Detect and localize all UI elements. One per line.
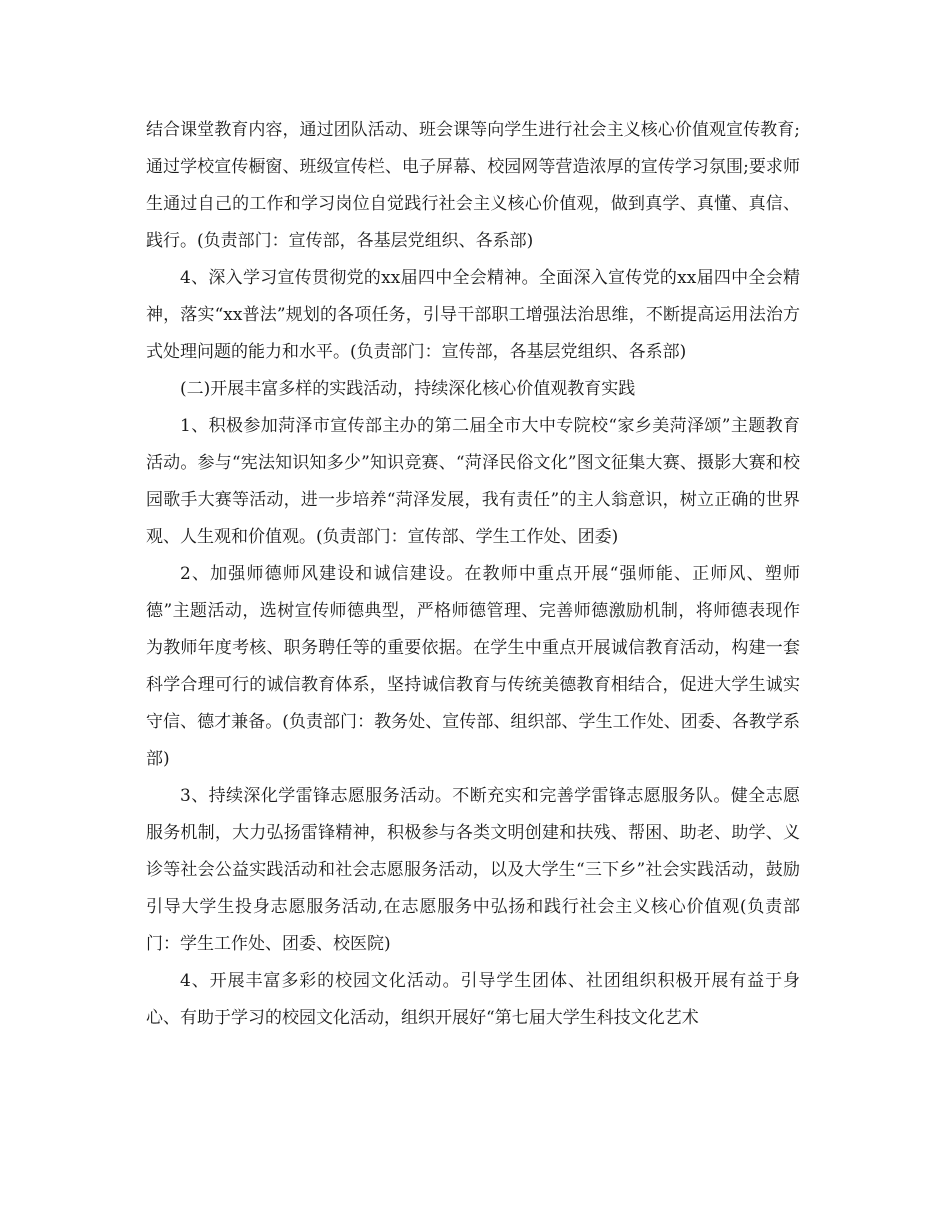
paragraph-item-2-ethics: 2、加强师德师风建设和诚信建设。在教师中重点开展“强师能、正师风、塑师德”主题活动，选树宣传师德典型，严格师德管理、完善师德激励机制，将师德表现作为教师年度考核、职务聘任等的重要依据。在学生中重点开展诚信教育活动，构建一套科学合理可行的诚信教育体系，坚持诚信教育与传统美德教育相结合，促进大学生诚实守信、德才兼备。(负责部门：教务处、宣传部、组织部、学生工作处、团委、各教学系部) (146, 564, 800, 769)
paragraph-item-3-volunteer: 3、持续深化学雷锋志愿服务活动。不断充实和完善学雷锋志愿服务队。健全志愿服务机制，大力弘扬雷锋精神，积极参与各类文明创建和扶残、帮困、助老、助学、义诊等社会公益实践活动和社会志愿服务活动，以及大学生“三下乡”社会实践活动，鼓励引导大学生投身志愿服务活动,在志愿服务中弘扬和践行社会主义核心价值观(负责部门：学生工作处、团委、校医院) (146, 786, 800, 954)
paragraph-item-4-plenary: 4、深入学习宣传贯彻党的xx届四中全会精神。全面深入宣传党的xx届四中全会精神，落实“xx普法”规划的各项任务，引导干部职工增强法治思维，不断提高运用法治方式处理问题的能力和水平。(负责部门：宣传部，各基层党组织、各系部) (146, 268, 800, 362)
paragraph-item-4-campus-culture: 4、开展丰富多彩的校园文化活动。引导学生团体、社团组织积极开展有益于身心、有助于学习的校园文化活动，组织开展好“第七届大学生科技文化艺术 (146, 971, 800, 1028)
paragraph-item-1-hometown: 1、积极参加菏泽市宣传部主办的第二届全市大中专院校“家乡美菏泽颂”主题教育活动。参与“宪法知识知多少”知识竞赛、“菏泽民俗文化”图文征集大赛、摄影大赛和校园歌手大赛等活动，进一步培养“菏泽发展，我有责任”的主人翁意识，树立正确的世界观、人生观和价值观。(负责部门：宣传部、学生工作处、团委) (146, 416, 800, 547)
section-heading-practice-activities: (二)开展丰富多样的实践活动，持续深化核心价值观教育实践 (180, 379, 636, 399)
paragraph-continuation: 结合课堂教育内容，通过团队活动、班会课等向学生进行社会主义核心价值观宣传教育;通过学校宣传橱窗、班级宣传栏、电子屏幕、校园网等营造浓厚的宣传学习氛围;要求师生通过自己的工作和学习岗位自觉践行社会主义核心价值观，做到真学、真懂、真信、践行。(负责部门：宣传部，各基层党组织、各系部) (146, 120, 800, 251)
document-body (146, 112, 800, 1037)
